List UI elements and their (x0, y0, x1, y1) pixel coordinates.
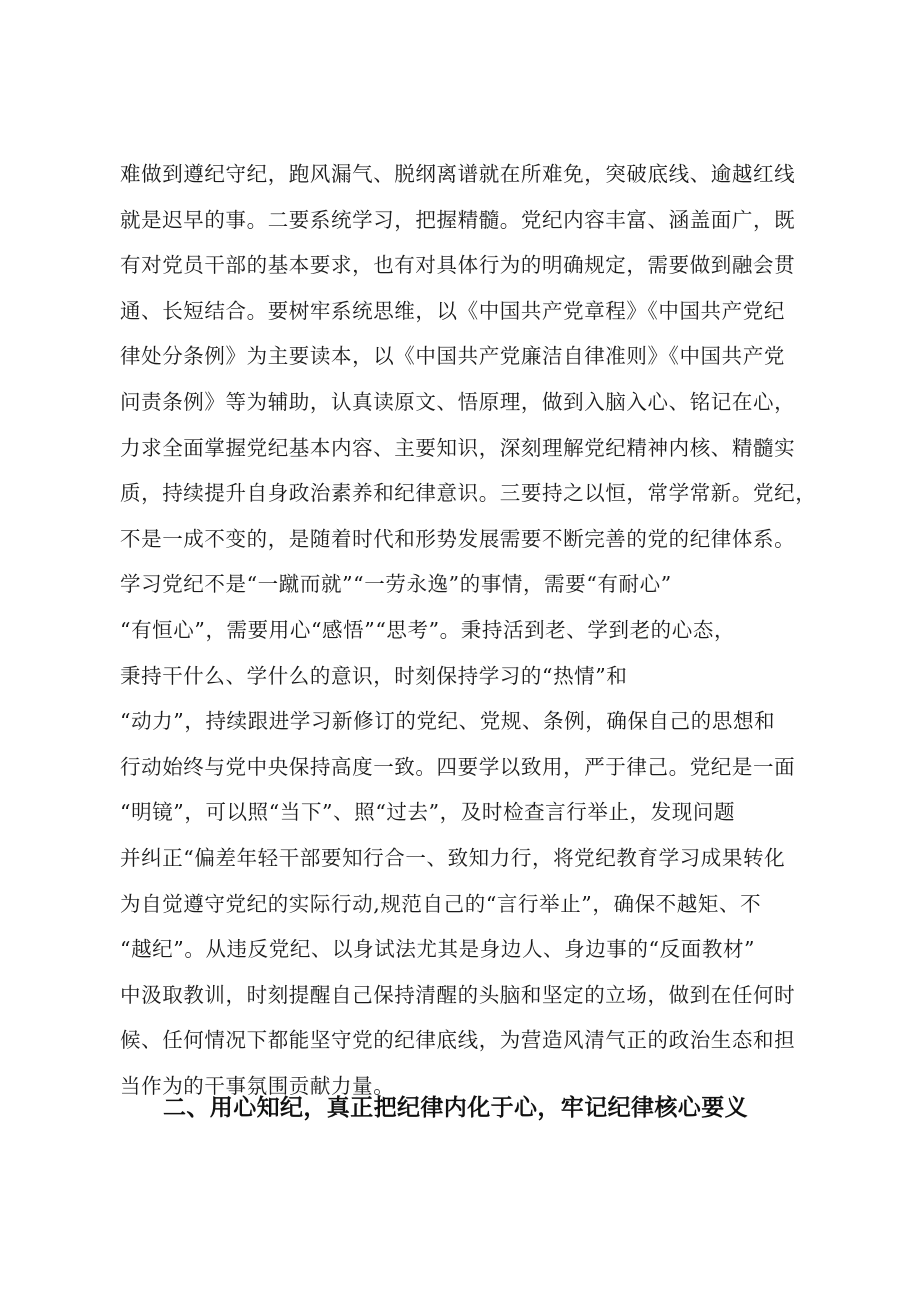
text-line: “动力”，持续跟进学习新修订的党纪、党规、条例，确保自己的思想和 (120, 709, 776, 734)
text-line: 秉持干什么、学什么的意识，时刻保持学习的“热情”和 (120, 663, 628, 688)
text-line: 力求全面掌握党纪基本内容、主要知识，深刻理解党纪精神内核、精髓实 (120, 435, 796, 460)
text-line: 行动始终与党中央保持高度一致。四要学以致用，严于律己。党纪是一面 (120, 754, 796, 779)
text-line: 候、任何情况下都能坚守党的纪律底线，为营造风清气正的政治生态和担 (120, 1028, 796, 1053)
text-line: 当作为的干事氛围贡献力量。 (120, 1073, 395, 1098)
text-line: “明镜”，可以照“当下”、照“过去”，及时检查言行举止，发现问题 (120, 800, 736, 825)
text-line: “越纪”。从违反党纪、以身试法尤其是身边人、身边事的“反面教材” (120, 937, 756, 962)
text-line: 律处分条例》为主要读本，以《中国共产党廉洁自律准则》《中国共产党 (120, 344, 785, 369)
text-line: 并纠正“偏差年轻干部要知行合一、致知力行，将党纪教育学习成果转化 (120, 845, 786, 870)
text-line: 通、长短结合。要树牢系统思维，以《中国共产党章程》《中国共产党纪 (120, 298, 785, 323)
body-paragraph (120, 152, 820, 1109)
text-line: 就是迟早的事。二要系统学习，把握精髓。党纪内容丰富、涵盖面广，既 (120, 207, 796, 232)
text-line: 质，持续提升自身政治素养和纪律意识。三要持之以恒，常学常新。党纪， (120, 481, 817, 506)
text-line: 为自觉遵守党纪的实际行动,规范自己的“言行举止”，确保不越矩、不 (120, 891, 762, 916)
text-line: 学习党纪不是“一蹴而就”“一劳永逸”的事情，需要“有耐心” (120, 572, 672, 597)
text-line: 难做到遵纪守纪，跑风漏气、脱纲离谱就在所难免，突破底线、逾越红线 (120, 162, 796, 186)
text-line: 问责条例》等为辅助，认真读原文、悟原理，做到入脑入心、铭记在心， (120, 389, 796, 414)
text-line: 有对党员干部的基本要求，也有对具体行为的明确规定，需要做到融会贯 (120, 253, 796, 278)
text-line: 不是一成不变的，是随着时代和形势发展需要不断完善的党的纪律体系。 (120, 526, 796, 551)
text-line: 中汲取教训，时刻提醒自己保持清醒的头脑和坚定的立场，做到在任何时 (120, 982, 796, 1007)
text-line: “有恒心”，需要用心“感悟”“思考”。秉持活到老、学到老的心态， (120, 617, 736, 642)
section-heading: 二、用心知纪，真正把纪律内化于心，牢记纪律核心要义 (163, 1095, 748, 1121)
